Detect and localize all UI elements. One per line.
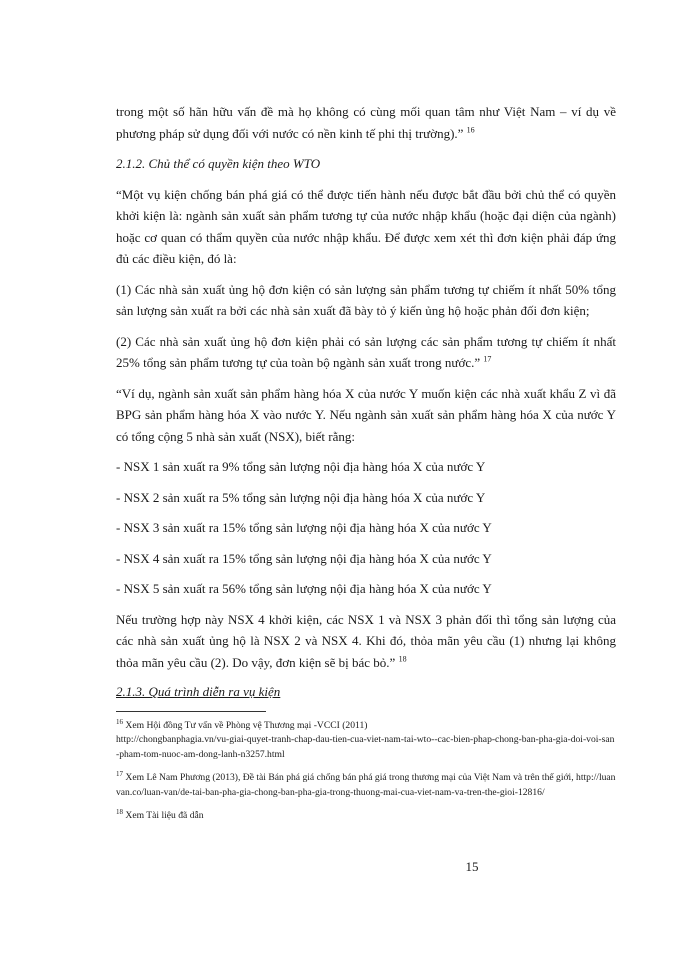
footnote-text: Xem Hội đồng Tư vấn về Phòng vệ Thương mại -VCCI (2011) — [125, 719, 368, 731]
subject-paragraph: “Một vụ kiện chống bán phá giá có thể được tiến hành nếu được bắt đầu bởi chủ thể có quyền khởi kiện là: ngành sản xuất sản phẩm tương tự của nước nhập khẩu (hoặc đại diện của ngành) hoặc cơ quan có thẩm quyền của nước nhập khẩu. Để được xem xét thì đơn kiện phải đáp ứng đủ các điều kiện, đó là: — [116, 186, 616, 266]
conclusion-paragraph: Nếu trường hợp này NSX 4 khởi kiện, các NSX 1 và NSX 3 phản đối thì tổng sản lượng của các nhà sản xuất ủng hộ là NSX 2 và NSX 4. Khi đó, thỏa mãn yêu cầu (1) nhưng lại không thỏa mãn yêu cầu (2). Do vậy, đơn kiện sẽ bị bác bỏ.” $^{18}$ — [116, 611, 616, 670]
footnote-ref-16: 16 — [466, 125, 475, 135]
footnote-16 — [116, 719, 616, 763]
footnote-ref-18: 18 — [398, 654, 407, 664]
document-page — [116, 101, 616, 833]
footnote-link[interactable]: http://luanvan.co/luan-van/de-tai-ban-pha-gia-chong-ban-pha-gia-trong-thuong-mai-cua-viet-nam-va-tren-the-gioi-12816/ — [116, 772, 616, 798]
list-item: - NSX 1 sản xuất ra 9% tổng sản lượng nội địa hàng hóa X của nước Y — [116, 459, 486, 474]
section-heading-2-1-2: 2.1.2. Chủ thể có quyền kiện theo WTO — [116, 156, 321, 171]
footnote-link[interactable]: http://chongbanphagia.vn/vu-giai-quyet-tranh-chap-dau-tien-cua-viet-nam-tai-wto--cac-bien-phap-chong-ban-pha-gia-doi-voi-san-pham-tom-nuoc-am-dong-lanh-n3257.html — [116, 734, 615, 760]
page-number: 15 — [465, 859, 479, 874]
condition-1-paragraph: (1) Các nhà sản xuất ủng hộ đơn kiện có sản lượng sản phẩm tương tự chiếm ít nhất 50% tổng sản lượng sản xuất ra bởi các nhà sản xuất đã bày tỏ ý kiến ủng hộ hoặc phản đối đơn kiện; — [116, 281, 616, 318]
footnote-separator — [116, 711, 266, 712]
footnote-17 — [116, 771, 616, 800]
condition-2-paragraph: (2) Các nhà sản xuất ủng hộ đơn kiện phải có sản lượng các sản phẩm tương tự chiếm ít nhất 25% tổng sản phẩm tương tự của toàn bộ ngành sản xuất trong nước.” $^{17}$ — [116, 333, 616, 370]
footnote-number: 18 — [116, 808, 123, 817]
intro-paragraph: trong một số hãn hữu vấn đề mà họ không có cùng mối quan tâm như Việt Nam – ví dụ về phương pháp sử dụng đối với nước có nền kinh tế phi thị trường).” $^{16}$ — [116, 104, 616, 141]
footnote-text: Xem Tài liệu đã dẫn — [125, 810, 204, 822]
footnote-text: Xem Lê Nam Phương (2013), Đề tài Bán phá giá chống bán phá giá trong thương mại của Việt Nam và trên thế giới, — [125, 772, 574, 784]
footnote-ref-17: 17 — [483, 354, 492, 364]
list-item: - NSX 3 sản xuất ra 15% tổng sản lượng nội địa hàng hóa X của nước Y — [116, 520, 492, 535]
footnote-number: 17 — [116, 770, 123, 779]
list-item: - NSX 5 sản xuất ra 56% tổng sản lượng nội địa hàng hóa X của nước Y — [116, 581, 492, 596]
footnote-18 — [116, 809, 616, 824]
list-item: - NSX 2 sản xuất ra 5% tổng sản lượng nội địa hàng hóa X của nước Y — [116, 489, 486, 505]
section-heading-2-1-3: 2.1.3. Quá trình diễn ra vụ kiện — [116, 684, 281, 699]
footnote-number: 16 — [116, 717, 123, 726]
list-item: - NSX 4 sản xuất ra 15% tổng sản lượng nội địa hàng hóa X của nước Y — [116, 550, 492, 566]
example-paragraph: “Ví dụ, ngành sản xuất sản phẩm hàng hóa X của nước Y muốn kiện các nhà xuất khẩu Z vì đã BPG sản phẩm hàng hóa X vào nước Y. Nếu ngành sản xuất sản phẩm hàng hóa X của nước Y có tổng cộng 5 nhà sản xuất (NSX), biết rằng: — [116, 385, 616, 444]
